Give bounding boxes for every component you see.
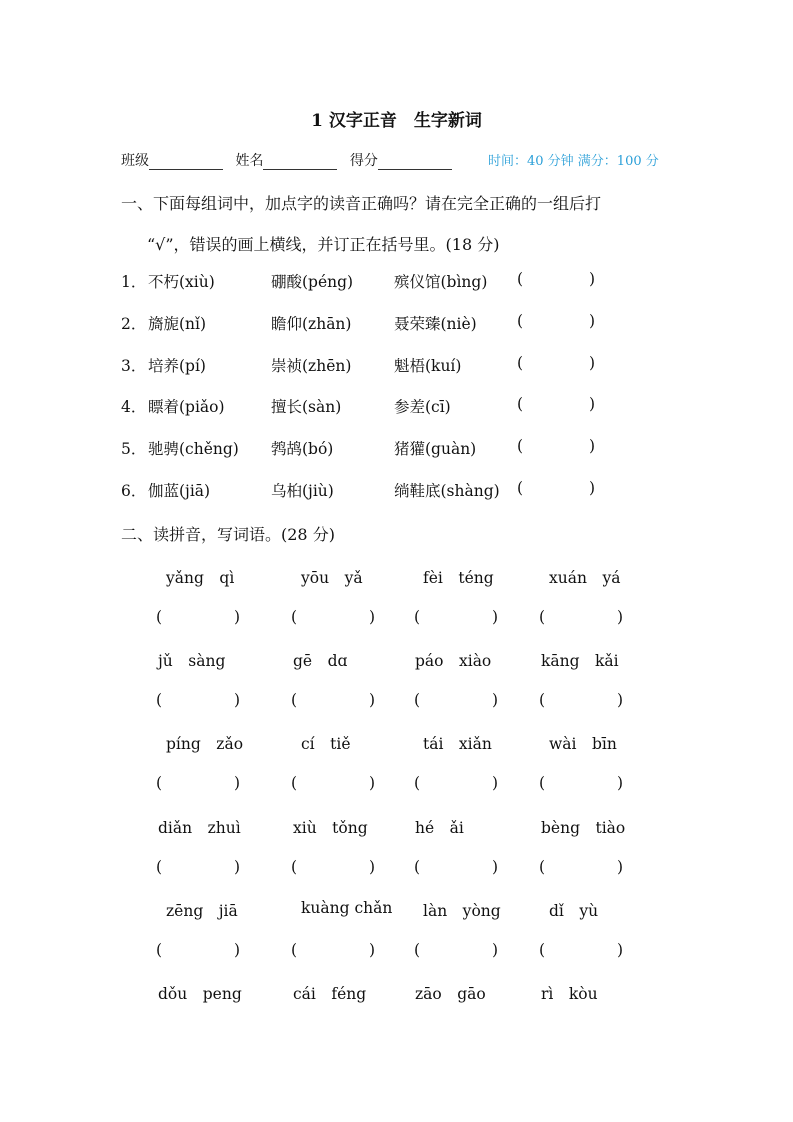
pinyin-item: tái xiǎn xyxy=(423,735,492,753)
answer-parentheses[interactable]: ( ) xyxy=(156,608,240,626)
question-number: 4． xyxy=(121,398,147,416)
pinyin-item: xuán yá xyxy=(549,569,621,587)
section2-heading: 二、读拼音，写词语。(28 分) xyxy=(121,525,335,544)
name-label: 姓名 xyxy=(235,153,264,169)
word-item: 驰骋(chěng) xyxy=(148,440,239,458)
word-item: 培养(pí) xyxy=(148,357,206,375)
score-blank[interactable] xyxy=(378,155,452,170)
answer-parentheses[interactable]: ( ) xyxy=(414,774,498,792)
pinyin-item: cái féng xyxy=(293,985,367,1003)
pinyin-item: páo xiào xyxy=(415,652,492,670)
section1-instruction-line1: 一、下面每组词中，加点字的读音正确吗？请在完全正确的一组后打 xyxy=(121,194,602,213)
page-title: 1 汉字正音 生字新词 xyxy=(311,111,482,131)
answer-parentheses[interactable]: ( ) xyxy=(291,608,375,626)
question-number: 2． xyxy=(121,315,147,333)
pinyin-item: jǔ sàng xyxy=(158,652,226,670)
answer-parentheses[interactable]: ( ) xyxy=(291,691,375,709)
word-item: 崇祯(zhēn) xyxy=(271,357,352,375)
word-item: 瞟着(piǎo) xyxy=(148,398,225,416)
word-item: 乌桕(jiù) xyxy=(271,482,334,500)
answer-parentheses[interactable]: ( ) xyxy=(414,858,498,876)
answer-parentheses[interactable]: ( ) xyxy=(156,774,240,792)
pinyin-item: diǎn zhuì xyxy=(158,819,241,837)
score-label: 得分 xyxy=(349,153,378,169)
pinyin-item: kāng kǎi xyxy=(541,652,619,670)
answer-parentheses[interactable]: ( ) xyxy=(156,941,240,959)
pinyin-item: bèng tiào xyxy=(541,819,626,837)
word-item: 旖旎(nǐ) xyxy=(148,315,207,333)
answer-parentheses[interactable]: ( ) xyxy=(539,691,623,709)
word-item: 鹁鸪(bó) xyxy=(271,440,334,458)
pinyin-item: yōu yǎ xyxy=(301,569,363,587)
pinyin-item: gē dɑ xyxy=(293,652,348,670)
question-number: 6． xyxy=(121,482,147,500)
answer-parentheses[interactable]: ( ) xyxy=(539,608,623,626)
word-item: 参差(cī) xyxy=(394,398,451,416)
answer-parentheses[interactable]: ( ) xyxy=(539,774,623,792)
pinyin-item: rì kòu xyxy=(541,985,598,1003)
pinyin-item: hé ǎi xyxy=(415,819,464,837)
word-item: 硼酸(péng) xyxy=(271,273,354,291)
word-item: 伽蓝(jiā) xyxy=(148,482,211,500)
pinyin-item: dǐ yù xyxy=(549,902,599,920)
student-info-line xyxy=(121,150,659,170)
pinyin-item: xiù tǒng xyxy=(293,819,368,837)
answer-parentheses[interactable]: ( ) xyxy=(156,858,240,876)
word-item: 魁梧(kuí) xyxy=(394,357,462,375)
word-item: 殡仪馆(bìng) xyxy=(394,273,488,291)
answer-parentheses[interactable]: ( ) xyxy=(291,858,375,876)
pinyin-item: yǎng qì xyxy=(166,569,235,587)
section1-instruction-line2: “√”，错误的画上横线，并订正在括号里。(18 分) xyxy=(147,235,500,254)
pinyin-item: píng zǎo xyxy=(166,735,244,753)
answer-parentheses[interactable]: ( ) xyxy=(156,691,240,709)
answer-parentheses[interactable]: ( ) xyxy=(414,608,498,626)
answer-parentheses[interactable]: ( ) xyxy=(291,774,375,792)
time-note: 时间：40 分钟 满分：100 分 xyxy=(488,154,659,169)
word-item: 聂荣臻(niè) xyxy=(394,315,477,333)
word-item: 不朽(xiù) xyxy=(148,273,215,291)
pinyin-item: dǒu peng xyxy=(158,985,242,1003)
answer-parentheses[interactable]: ( ) xyxy=(291,941,375,959)
pinyin-item: làn yòng xyxy=(423,902,501,920)
answer-parentheses[interactable]: ( ) xyxy=(414,691,498,709)
pinyin-item: kuàng chǎn xyxy=(301,899,393,917)
pinyin-item: fèi téng xyxy=(423,569,494,587)
word-item: 绱鞋底(shàng) xyxy=(394,482,500,500)
word-item: 猪獾(guàn) xyxy=(394,440,477,458)
pinyin-item: zāo gāo xyxy=(415,985,486,1003)
question-number: 3． xyxy=(121,357,147,375)
question-number: 5． xyxy=(121,440,147,458)
question-number: 1． xyxy=(121,273,147,291)
answer-parentheses[interactable]: ( ) xyxy=(539,941,623,959)
word-item: 瞻仰(zhān) xyxy=(271,315,352,333)
name-blank[interactable] xyxy=(263,155,337,170)
pinyin-item: wài bīn xyxy=(549,735,617,753)
word-item: 擅长(sàn) xyxy=(271,398,342,416)
pinyin-item: zēng jiā xyxy=(166,902,238,920)
pinyin-item: cí tiě xyxy=(301,735,351,753)
class-blank[interactable] xyxy=(149,155,223,170)
answer-parentheses[interactable]: ( ) xyxy=(539,858,623,876)
class-label: 班级 xyxy=(121,153,149,169)
answer-parentheses[interactable]: ( ) xyxy=(414,941,498,959)
